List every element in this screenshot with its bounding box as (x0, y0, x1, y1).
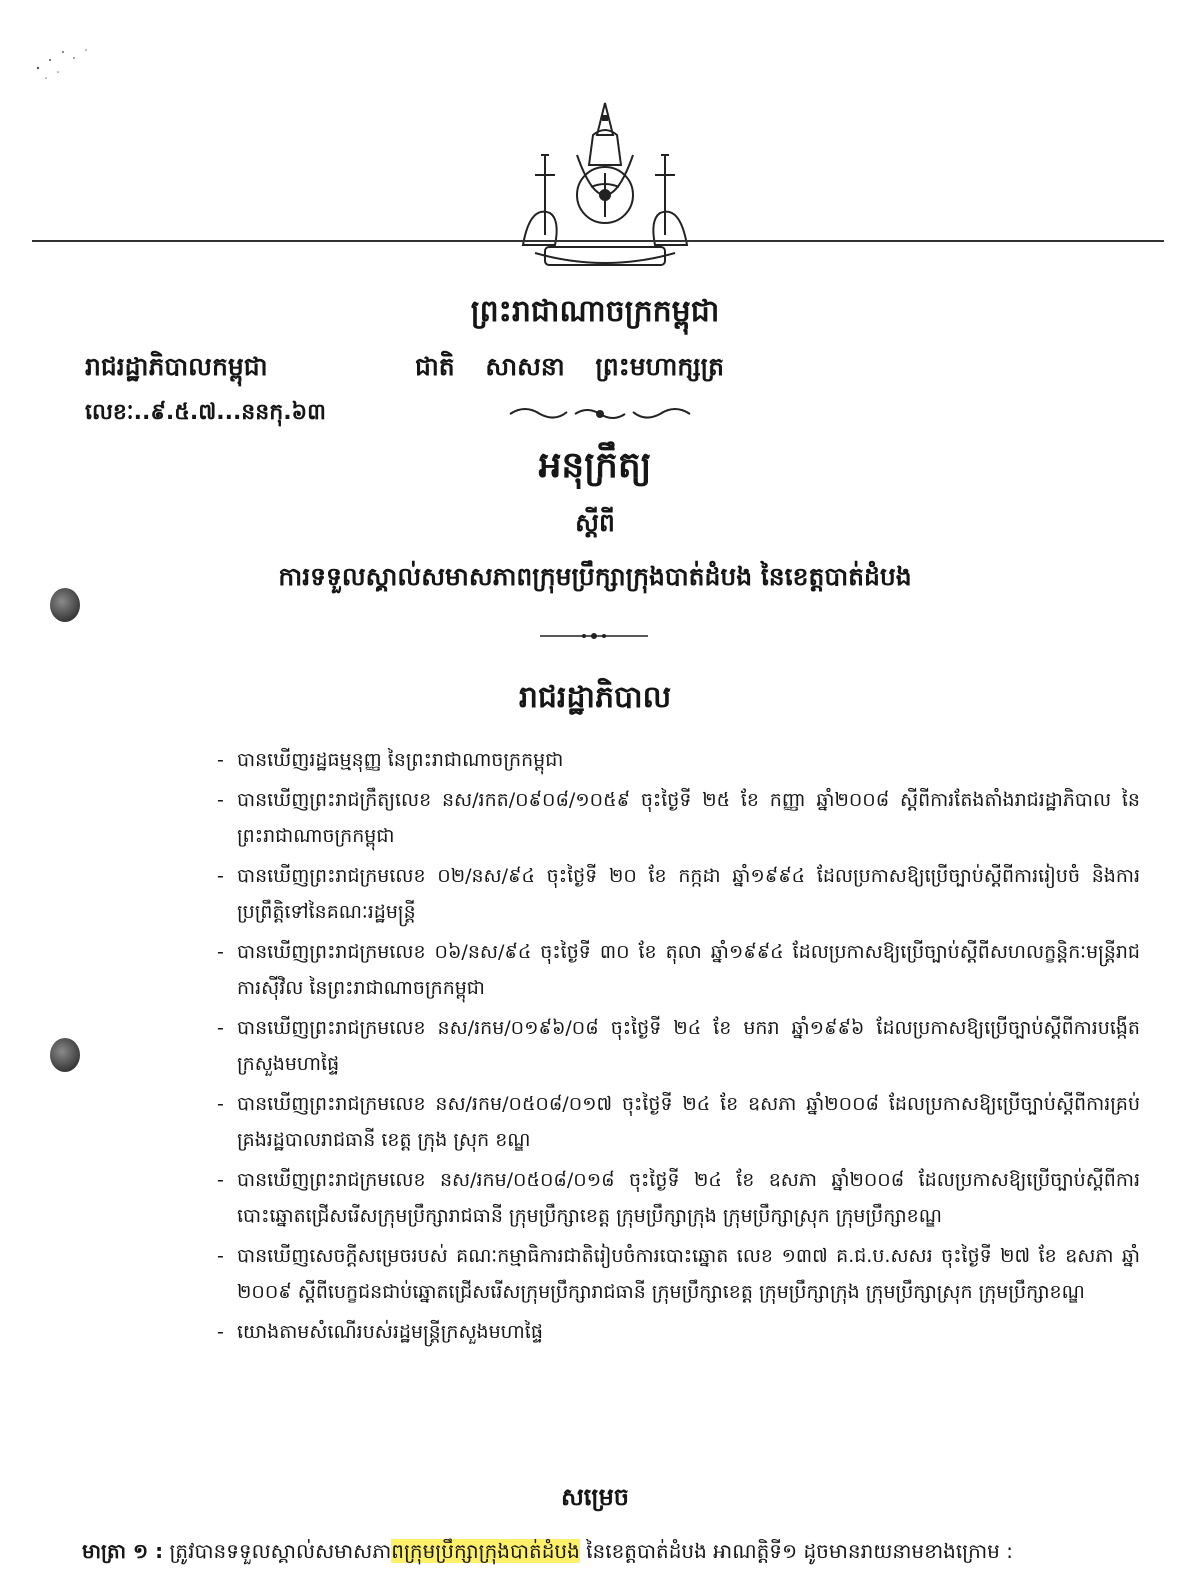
preamble-clause: - បានឃើញព្រះរាជក្រមលេខ នស/រកម/០៥០៨/០១៧ ចុះថ្ងៃទី ២៤ ខែ ឧសភា ឆ្នាំ២០០៨ ដែលប្រកាសឱ្យប្រើច្បាប់ស្តីពីការគ្រប់គ្រងរដ្ឋបាលរាជធានី ខេត្ត ក្រុង ស្រុក ខណ្ឌ (215, 1086, 1140, 1158)
government-heading: រាជរដ្ឋាភិបាល (518, 680, 672, 715)
preamble-clause: - បានឃើញព្រះរាជក្រឹត្យលេខ នស/រកត/០៩០៨/១០៥៩ ចុះថ្ងៃទី ២៥ ខែ កញ្ញា ឆ្នាំ២០០៨ ស្តីពីការតែងតាំងរាជរដ្ឋាភិបាល នៃព្រះរាជាណាចក្រកម្ពុជា (215, 782, 1140, 854)
royal-emblem (505, 95, 705, 275)
preamble-clause: - បានឃើញសេចក្តីសម្រេចរបស់ គណៈកម្មាធិការជាតិរៀបចំការបោះឆ្នោត លេខ ១៣៧ គ.ជ.ប.សសរ ចុះថ្ងៃទី ២៧ ខែ ឧសភា ឆ្នាំ ២០០៩ ស្តីពីបេក្ខជនជាប់ឆ្នោតជ្រើសរើសក្រុមប្រឹក្សារាជធានី ក្រុមប្រឹក្សាខេត្ត ក្រុមប្រឹក្សាក្រុង ក្រុមប្រឹក្សាស្រុក ក្រុមប្រឹក្សាខណ្ឌ (215, 1238, 1140, 1310)
highlighted-text: ពក្រុមប្រឹក្សាក្រុងបាត់ដំបង (391, 1539, 580, 1563)
scanner-specks (28, 38, 108, 88)
preamble-clause: - បានឃើញព្រះរាជក្រមលេខ ០២/នស/៩៤ ចុះថ្ងៃទី ២០ ខែ កក្កដា ឆ្នាំ១៩៩៤ ដែលប្រកាសឱ្យប្រើច្បាប់ស្តីពីការរៀបចំ និងការប្រព្រឹត្តិទៅនៃគណៈរដ្ឋមន្ត្រី (215, 858, 1140, 930)
ornament-divider (505, 402, 695, 424)
decision-heading: សម្រេច (560, 1483, 630, 1511)
kingdom-title: ព្រះរាជាណាចក្រកម្ពុជា (470, 294, 720, 329)
ministry-name: រាជរដ្ឋាភិបាលកម្ពុជា (85, 352, 268, 381)
article-1 (82, 1538, 1132, 1568)
punch-hole (50, 1038, 80, 1072)
document-type: អនុក្រឹត្យ (538, 445, 652, 486)
national-motto: ជាតិ សាសនា ព្រះមហាក្សត្រ (415, 352, 724, 381)
preamble-clause: - បានឃើញព្រះរាជក្រមលេខ នស/រកម/០៥០៨/០១៨ ចុះថ្ងៃទី ២៤ ខែ ឧសភា ឆ្នាំ២០០៨ ដែលប្រកាសឱ្យប្រើច្បាប់ស្តីពីការបោះឆ្នោតជ្រើសរើសក្រុមប្រឹក្សារាជធានី ក្រុមប្រឹក្សាខេត្ត ក្រុមប្រឹក្សាក្រុង ក្រុមប្រឹក្សាស្រុក ក្រុមប្រឹក្សាខណ្ឌ (215, 1162, 1140, 1234)
preamble-clause: - យោងតាមសំណើរបស់រដ្ឋមន្ត្រីក្រសួងមហាផ្ទៃ (215, 1314, 1140, 1350)
section-divider (540, 626, 648, 636)
reference-number: លេខៈ..៩.៥.៧...ននកុ.៦៣ (85, 400, 326, 425)
preamble-list (215, 742, 1140, 1354)
preamble-clause: - បានឃើញព្រះរាជក្រមលេខ នស/រកម/០១៩៦/០៨ ចុះថ្ងៃទី ២៤ ខែ មករា ឆ្នាំ១៩៩៦ ដែលប្រកាសឱ្យប្រើច្បាប់ស្តីពីការបង្កើតក្រសួងមហាផ្ទៃ (215, 1010, 1140, 1082)
subject-title: ការទទួលស្គាល់សមាសភាពក្រុមប្រឹក្សាក្រុងបាត់ដំបង នៃខេត្តបាត់ដំបង (278, 562, 912, 591)
article-text: ត្រូវបានទទួលស្គាល់សមាសភា (169, 1539, 392, 1563)
about-label: ស្តីពី (575, 508, 615, 537)
article-label: មាត្រា ១ : (82, 1539, 164, 1563)
punch-hole (50, 588, 80, 622)
preamble-clause: - បានឃើញព្រះរាជក្រមលេខ ០៦/នស/៩៤ ចុះថ្ងៃទី ៣០ ខែ តុលា ឆ្នាំ១៩៩៤ ដែលប្រកាសឱ្យប្រើច្បាប់ស្តីពីសហលក្ខន្តិកៈមន្ត្រីរាជការស៊ីវិល នៃព្រះរាជាណាចក្រកម្ពុជា (215, 934, 1140, 1006)
article-text-end: នៃខេត្តបាត់ដំបង អាណត្តិទី១ ដូចមានរាយនាមខាងក្រោម : (579, 1539, 1013, 1563)
header-rule (32, 240, 1164, 242)
preamble-clause: - បានឃើញរដ្ឋធម្មនុញ្ញ នៃព្រះរាជាណាចក្រកម្ពុជា (215, 742, 1140, 778)
